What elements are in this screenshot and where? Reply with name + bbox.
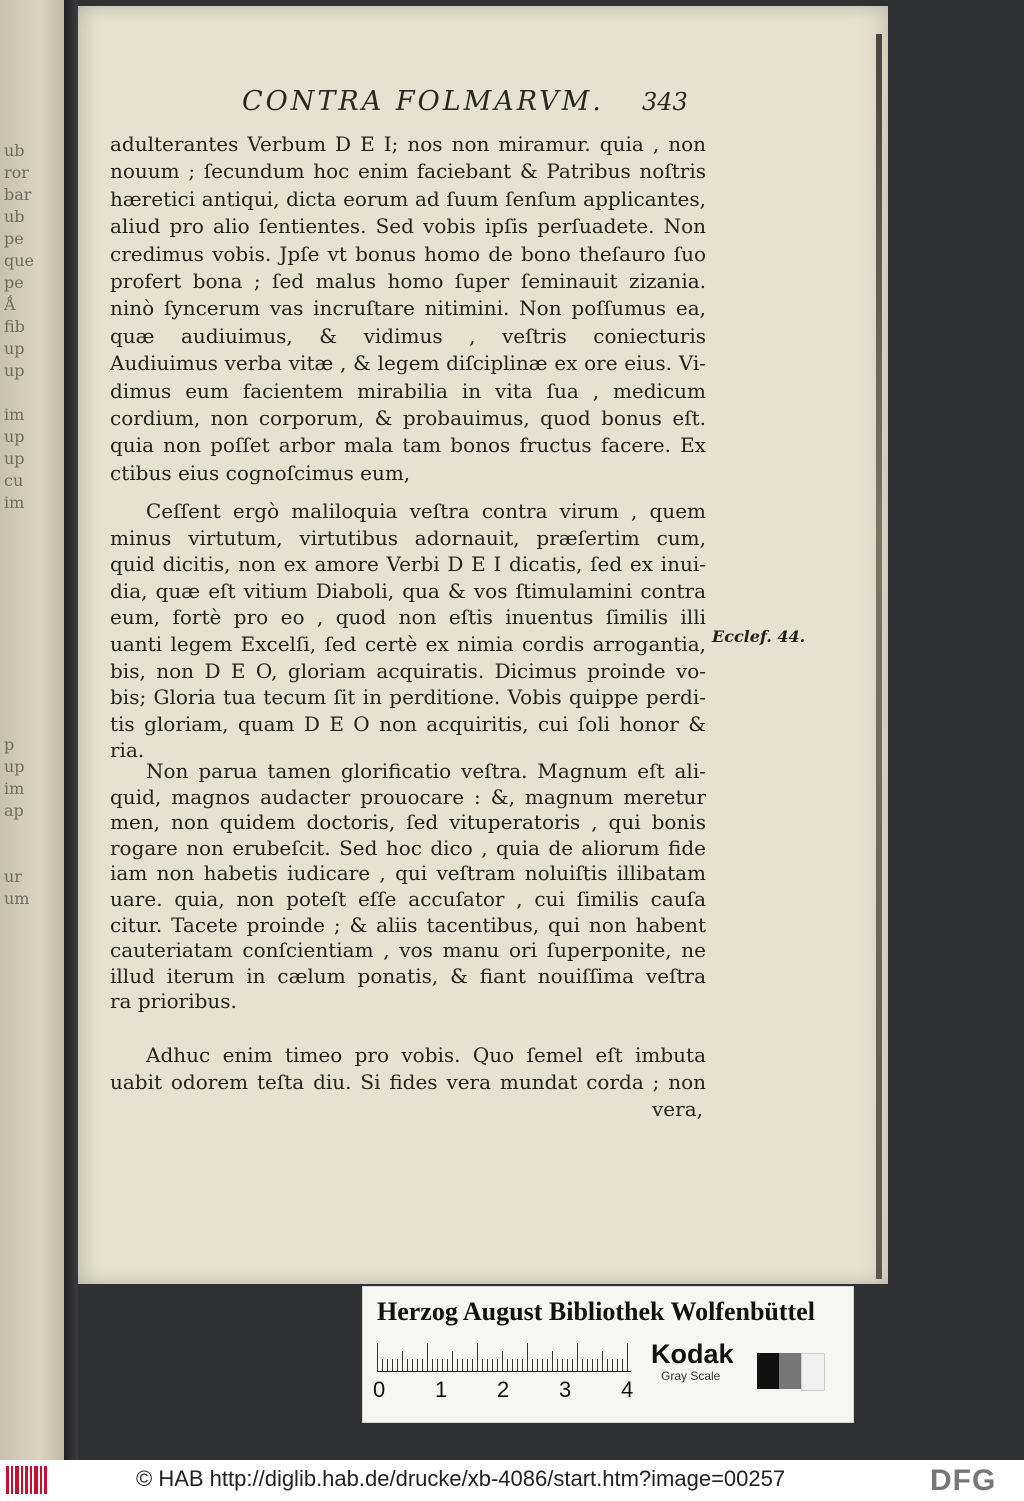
left-fragment: Ǻ [4,295,16,314]
left-fragment: ur [4,867,22,886]
left-fragment: fib [4,317,25,336]
text-line: bis; Gloria tua tecum ſit in perditione. Vobis quippe perdi- [110,685,706,710]
left-page-text-fragments [4,140,44,1108]
ruler-tick [567,1359,568,1371]
ruler-tick [627,1343,628,1371]
left-fragment [4,822,44,844]
text-line: eum, fortè pro eo , quod non eſtis inuentus ſimilis illi [110,605,706,630]
left-fragment: cu [4,471,24,490]
ruler-tick [387,1359,388,1371]
text-line: Adhuc enim timeo pro vobis. Quo ſemel eſt imbuta [146,1043,706,1067]
left-fragment [4,1020,44,1042]
gray-scale-label: Gray Scale [661,1369,721,1383]
left-fragment: im [4,779,25,798]
text-line: bis, non D E O, gloriam acquiratis. Dicimus proinde vo- [110,658,706,683]
text-line: ctibus eius cognoſcimus eum, [110,460,411,485]
left-fragment: bar [4,185,32,204]
ruler-tick [397,1359,398,1371]
ruler-tick [437,1359,438,1371]
page-header [146,82,706,122]
left-fragment [4,602,44,624]
ruler-tick [532,1359,533,1371]
left-fragment [4,910,44,932]
left-fragment: up [4,757,25,776]
left-fragment [4,514,44,536]
ruler-tick [587,1359,588,1371]
ruler-tick [542,1359,543,1371]
left-fragment: pe [4,229,24,248]
left-fragment: um [4,889,30,908]
ruler-tick [477,1343,478,1371]
text-line: cordium, non corporum, & probauimus, quod bonus eſt. [110,406,706,430]
left-fragment: up [4,449,25,468]
text-line: dia, quæ eſt vitium Diaboli, qua & vos ſtimulamini contra [110,578,706,603]
left-fragment: ap [4,801,24,820]
ruler-tick [622,1359,623,1371]
ruler-tick [582,1359,583,1371]
left-fragment: que [4,251,35,270]
ruler-tick [462,1359,463,1371]
left-fragment: pe [4,273,24,292]
ruler-tick [432,1359,433,1371]
book-gutter [64,0,78,1460]
text-line: rogare non erubeſcit. Sed hoc dico , quia de aliorum fide [110,835,706,860]
left-facing-page [0,0,72,1460]
text-line: nouum ; ſecundum hoc enim faciebant & Patribus noſtris [110,159,706,184]
gray-swatch-white [801,1353,825,1391]
text-line: men, non quidem doctoris, ſed vituperatoris , qui bonis [110,810,706,835]
ruler-tick [427,1343,428,1371]
ruler-tick [612,1359,613,1371]
text-line: cauteriatam conſcientiam , vos manu ori ſuperponite, ne [110,938,706,963]
ruler-tick [562,1359,563,1371]
text-line: citur. Tacete proinde ; & aliis tacentibus, qui non habent [110,912,706,937]
barcode-icon [6,1466,50,1494]
ruler-tick [512,1359,513,1371]
left-fragment [4,1042,44,1064]
left-fragment [4,844,44,866]
ruler-tick [572,1359,573,1371]
text-line: profert bona ; ſed malus homo ſuper ſeminauit zizania. [110,269,706,293]
scale-numbers [373,1377,653,1403]
text-line: dimus eum facientem mirabilia in vita ſua , medicum [110,378,706,403]
ruler-tick [377,1343,378,1371]
left-fragment [4,624,44,646]
ruler-tick [617,1359,618,1371]
text-line: hæretici antiqui, dicta eorum ad ſuum ſenſum applicantes, [110,186,706,211]
ruler-tick [457,1359,458,1371]
text-line: Ceſſent ergò maliloquia veſtra contra virum , quem [146,499,706,523]
dfg-logo: DFG [930,1464,997,1497]
text-line: illud iterum in cælum ponatis, & fiant nouiſſima veſtra [110,963,706,988]
page-edge-shadow [876,34,882,1279]
text-line: ria. [110,738,145,763]
left-fragment: ub [4,141,25,160]
text-line: uare. quia, non poteſt eſſe accuſator , cui ſimilis cauſa [110,887,706,911]
left-fragment: p [4,735,15,754]
ruler-tick [472,1359,473,1371]
gray-swatch-black [757,1353,779,1389]
ruler-tick [402,1351,403,1371]
ruler-tick [602,1351,603,1371]
text-line: quæ audiuimus, & vidimus , veſtris coniecturis [110,323,706,348]
copyright-url[interactable]: © HAB http://diglib.hab.de/drucke/xb-4086/start.htm?image=00257 [136,1466,786,1491]
left-fragment: ror [4,163,29,182]
ruler-tick [447,1359,448,1371]
text-line: credimus vobis. Jpſe vt bonus homo de bono theſauro ſuo [110,241,706,266]
left-fragment [4,998,44,1020]
left-fragment [4,712,44,734]
ruler-tick [502,1351,503,1371]
scale-ruler [377,1343,631,1372]
ruler-tick [492,1359,493,1371]
ruler-tick [482,1359,483,1371]
scale-number: 4 [621,1377,634,1402]
ruler-tick [537,1359,538,1371]
marginal-note: Ecclef. 44. [712,627,806,646]
left-fragment [4,668,44,690]
text-line: adulterantes Verbum D E I; nos non miramur. quia , non [110,132,706,156]
ruler-tick [557,1359,558,1371]
text-line: ra prioribus. [110,989,237,1014]
ruler-tick [592,1359,593,1371]
color-target [362,1286,854,1423]
running-title: CONTRA FOLMARVM. [242,86,604,117]
scale-number: 2 [497,1377,510,1402]
left-fragment [4,646,44,668]
scale-number: 1 [435,1377,448,1402]
text-line: vera, [652,1097,703,1121]
ruler-tick [382,1359,383,1371]
left-fragment: ub [4,207,25,226]
left-fragment: up [4,427,25,446]
left-fragment [4,976,44,998]
library-name: Herzog August Bibliothek Wolfenbüttel [377,1297,815,1326]
text-line: iam non habetis iudicare , qui veſtram noluiſtis illibatam [110,861,706,886]
viewer-footer [0,1460,1024,1501]
ruler-tick [407,1359,408,1371]
ruler-tick [517,1359,518,1371]
text-line: quia non poſſet arbor mala tam bonos fructus facere. Ex [110,433,706,458]
ruler-tick [452,1351,453,1371]
ruler-tick [552,1351,553,1371]
ruler-tick [442,1359,443,1371]
page-number: 343 [642,88,688,116]
gray-swatch-mid [779,1353,801,1389]
left-fragment [4,1064,44,1086]
ruler-tick [527,1343,528,1371]
left-fragment [4,580,44,602]
ruler-tick [547,1359,548,1371]
scale-number: 0 [373,1377,386,1402]
ruler-tick [522,1359,523,1371]
ruler-tick [392,1359,393,1371]
left-fragment [4,932,44,954]
text-line: Audiuimus verba vitæ , & legem diſciplinæ ex ore eius. Vi- [110,351,706,376]
left-fragment: im [4,493,25,512]
ruler-tick [422,1359,423,1371]
left-fragment: up [4,361,25,380]
left-fragment: up [4,339,25,358]
ruler-tick [412,1359,413,1371]
text-line: quid, magnos audacter prouocare : &, magnum meretur [110,784,706,809]
ruler-tick [597,1359,598,1371]
left-fragment [4,690,44,712]
left-fragment [4,382,44,404]
text-line: quid dicitis, non ex amore Verbi D E I dicatis, ſed ex inui- [110,552,706,577]
ruler-tick [487,1359,488,1371]
text-line: aliud pro alio ſentientes. Sed vobis ipſis perſuadete. Non [110,214,706,239]
text-line: ninò ſyncerum vas incruſtare nitimini. Non poſſumus ea, [110,296,706,321]
text-line: minus virtutum, virtutibus adornauit, præſertim cum, [110,525,706,550]
text-line: Non parua tamen glorificatio veſtra. Magnum eſt ali- [146,759,706,783]
ruler-tick [507,1359,508,1371]
text-line: uabit odorem teſta diu. Si fides vera mundat corda ; non [110,1070,706,1094]
left-fragment: im [4,405,25,424]
left-fragment [4,558,44,580]
left-fragment [4,954,44,976]
left-fragment [4,1086,44,1108]
left-fragment [4,536,44,558]
text-line: uanti legem Excelſi, ſed certè ex nimia cordis arrogantia, [110,632,706,656]
ruler-tick [577,1343,578,1371]
text-line: tis gloriam, quam D E O non acquiritis, cui ſoli honor & [110,711,706,736]
kodak-brand: Kodak [651,1339,734,1369]
ruler-tick [417,1359,418,1371]
ruler-tick [467,1359,468,1371]
ruler-tick [607,1359,608,1371]
ruler-tick [497,1359,498,1371]
scale-number: 3 [559,1377,572,1402]
